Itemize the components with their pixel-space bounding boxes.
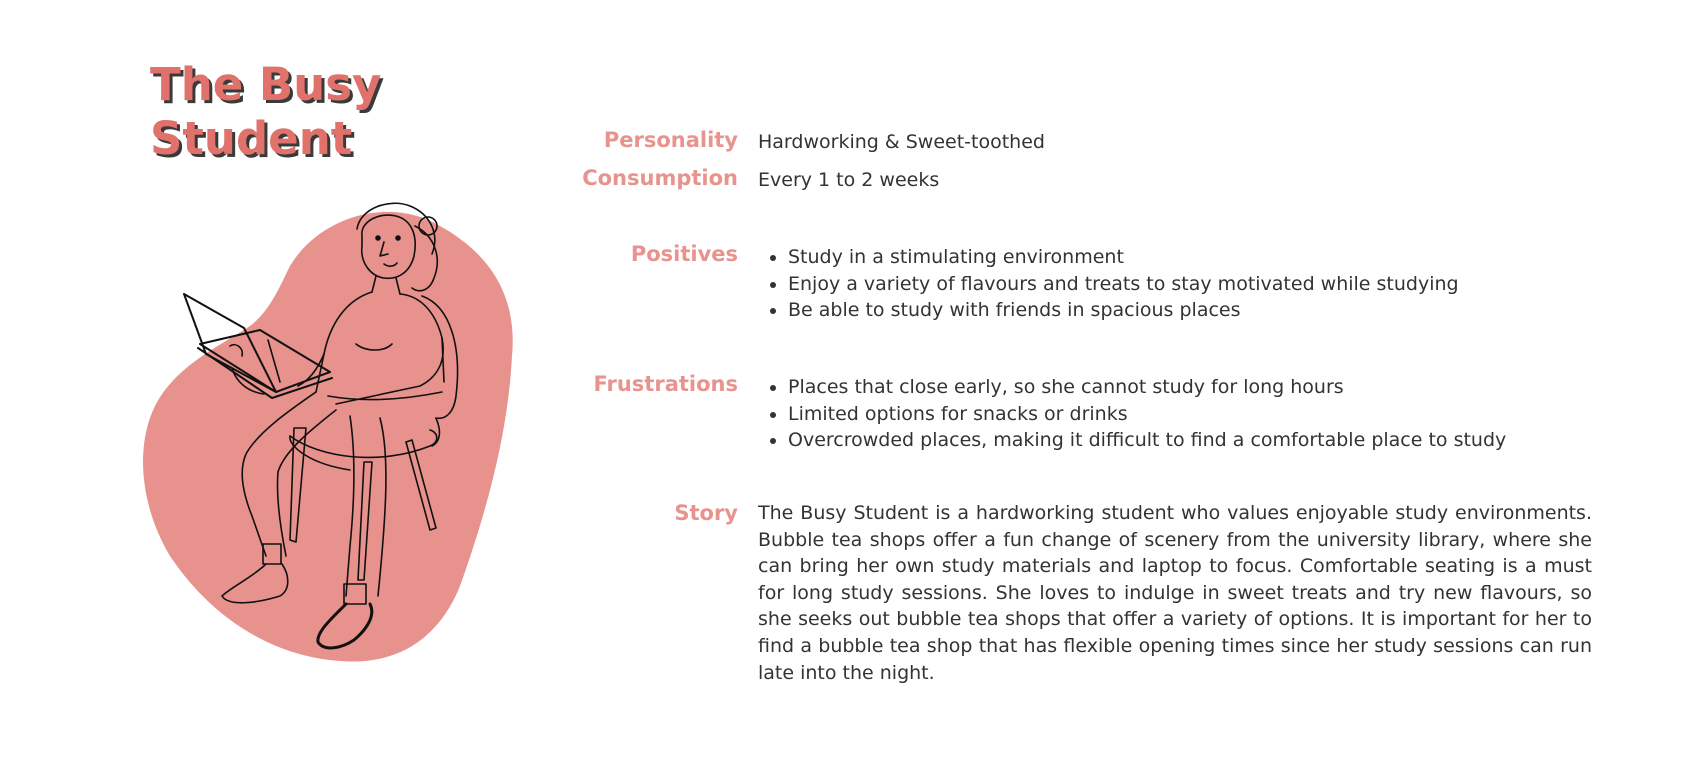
persona-title [150, 58, 381, 166]
personality-label: Personality [603, 128, 738, 152]
background-blob [143, 212, 513, 662]
persona-title-line-2: Student [150, 112, 353, 165]
positives-item: Be able to study with friends in spacious places [758, 297, 1459, 324]
story-label: Story [674, 501, 738, 525]
frustrations-item: Limited options for snacks or drinks [758, 401, 1506, 428]
positives-item: Study in a stimulating environment [758, 244, 1459, 271]
frustrations-list [758, 374, 1506, 454]
positives-label: Positives [630, 242, 738, 266]
frustrations-item: Overcrowded places, making it difficult to find a comfortable place to study [758, 427, 1506, 454]
personality-value: Hardworking & Sweet-toothed [758, 131, 1045, 153]
student-illustration-icon [140, 196, 540, 726]
persona-title-line-1: The Busy [150, 58, 382, 111]
positives-list [758, 244, 1459, 324]
positives-item: Enjoy a variety of flavours and treats to stay motivated while studying [758, 271, 1459, 298]
frustrations-label: Frustrations [593, 372, 738, 396]
frustrations-item: Places that close early, so she cannot study for long hours [758, 374, 1506, 401]
story-text: The Busy Student is a hardworking student who values enjoyable study environments. Bubble tea shops offer a fun change of scenery from the university library, where she can bring her own study materials and laptop to focus. Comfortable seating is a must for long study sessions. She loves to indulge in sweet treats and try new flavours, so she seeks out bubble tea shops that offer a variety of options. It is important for her to find a bubble tea shop that has flexible opening times since her study sessions can run late into the night. [758, 502, 1592, 684]
consumption-value: Every 1 to 2 weeks [758, 169, 940, 191]
consumption-label: Consumption [582, 166, 738, 190]
